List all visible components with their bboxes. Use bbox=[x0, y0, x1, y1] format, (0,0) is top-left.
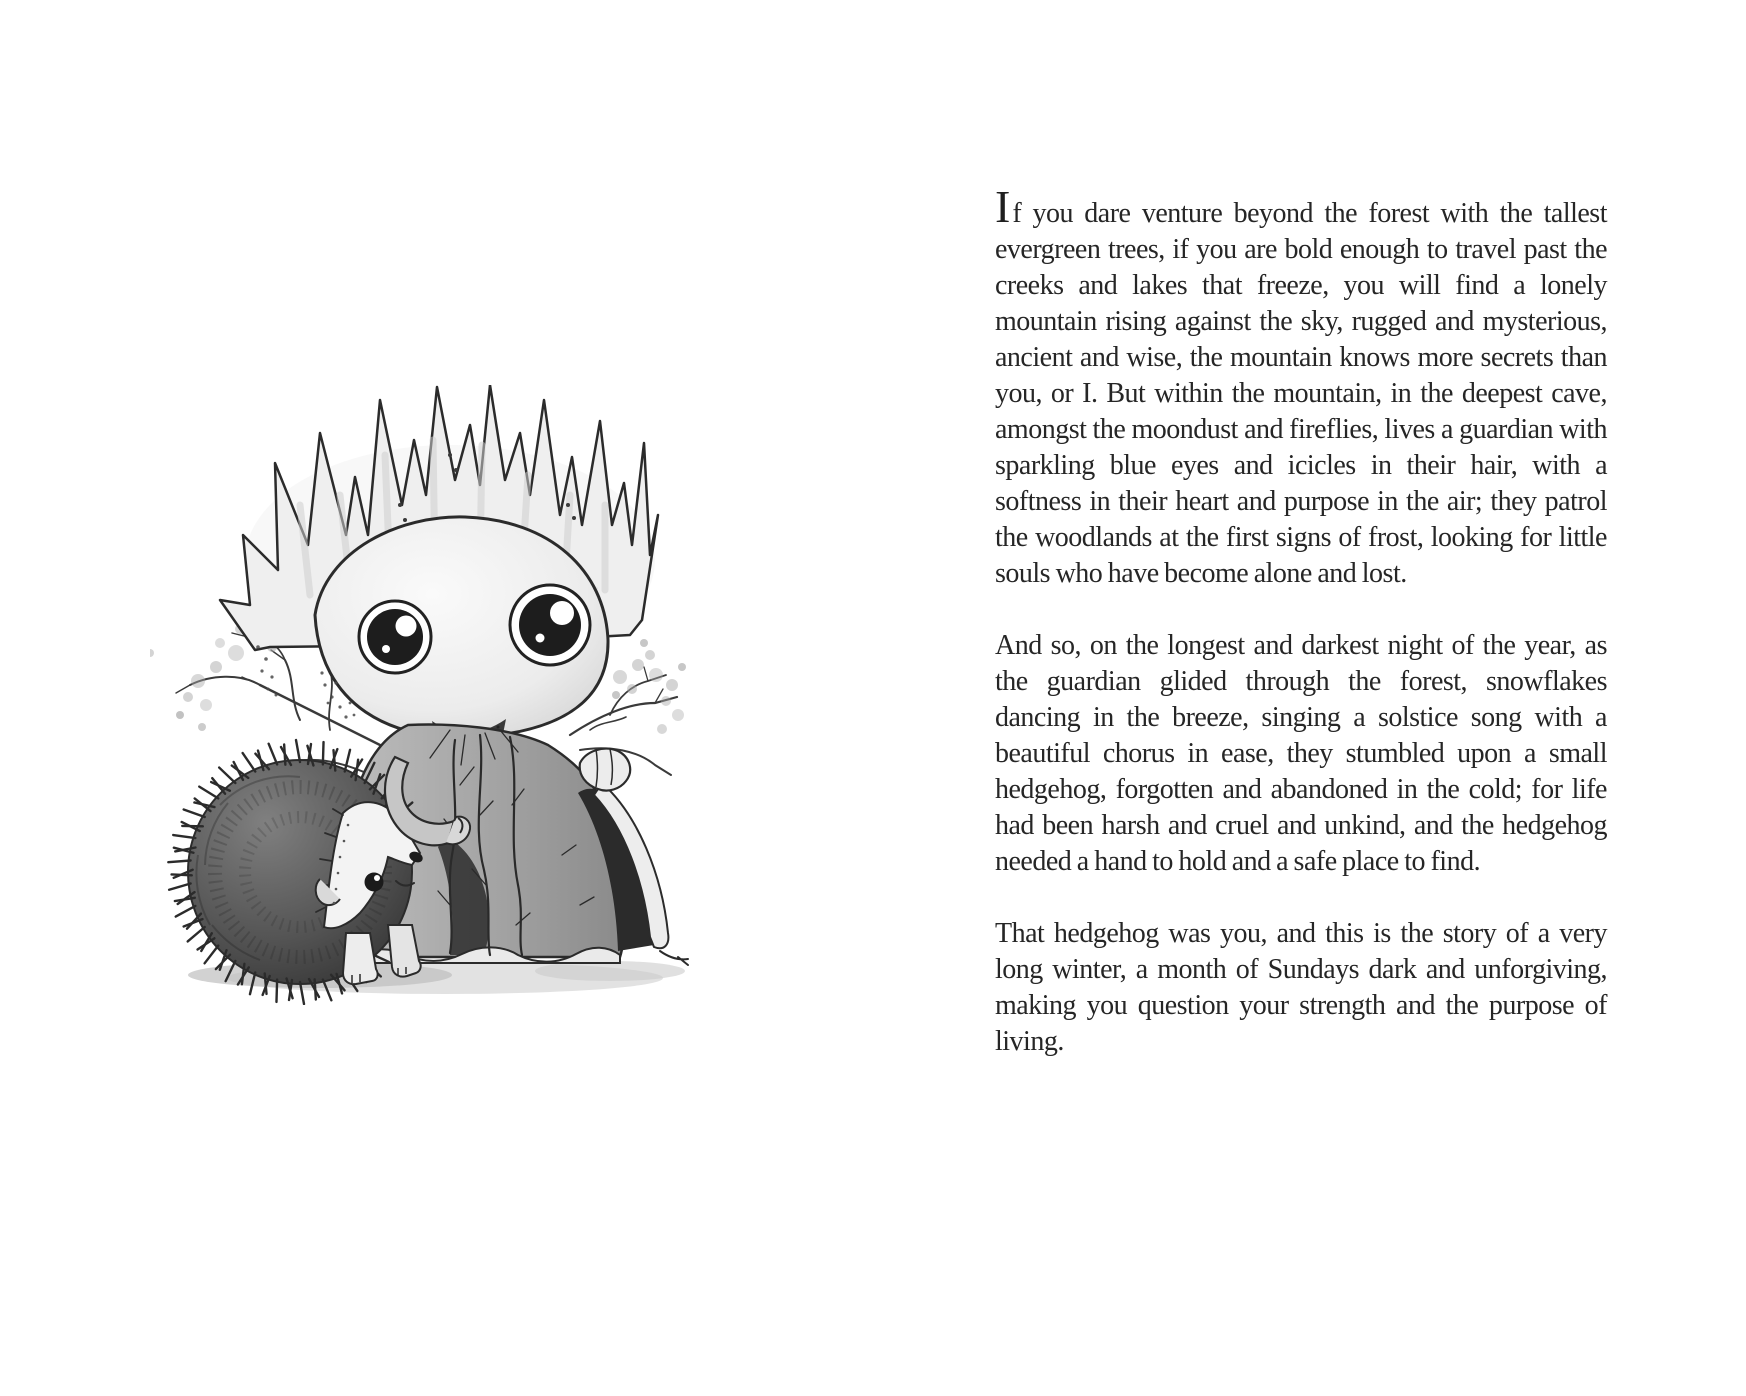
guardian-and-hedgehog-illustration bbox=[150, 385, 690, 1005]
guardian-right-hand bbox=[580, 749, 630, 791]
hedgehog-eye bbox=[365, 873, 384, 892]
drop-cap: I bbox=[995, 181, 1011, 232]
story-paragraph-3: That hedgehog was you, and this is the story of a very long winter, a month of Sundays dark and unforgiving, making you question your strength and the purpose of living. bbox=[995, 918, 1607, 1057]
story-paragraph-1 bbox=[995, 181, 1607, 592]
paragraph-1-text: f you dare venture beyond the forest with the tallest evergreen trees, if you are bold enough to travel past the creeks and lakes that freeze, you will find a lonely mountain rising against the sky, rugged and mysterious, ancient and wise, the mountain knows more secrets than you, or I. But within the mountain, in the deepest cave, amongst the moondust and fireflies, lives a guardian with sparkling blue eyes and icicles in their hair, with a softness in their heart and purpose in the air; they patrol the woodlands at the first signs of frost, looking for little souls who have become alone and lost. bbox=[995, 198, 1607, 589]
illustration-svg bbox=[150, 385, 690, 1005]
leaves-right bbox=[612, 639, 686, 734]
guardian-left-eye bbox=[359, 601, 431, 673]
guardian-right-eye bbox=[510, 585, 590, 665]
story-text bbox=[995, 181, 1607, 1060]
story-paragraph-2: And so, on the longest and darkest night of the year, as the guardian glided through the forest, snowflakes dancing in the breeze, singing a solstice song with a beautiful chorus in ease, they stumbled upon a small hedgehog, forgotten and abandoned in the cold; for life had been harsh and cruel and unkind, and the hedgehog needed a hand to hold and a safe place to find. bbox=[995, 630, 1607, 877]
